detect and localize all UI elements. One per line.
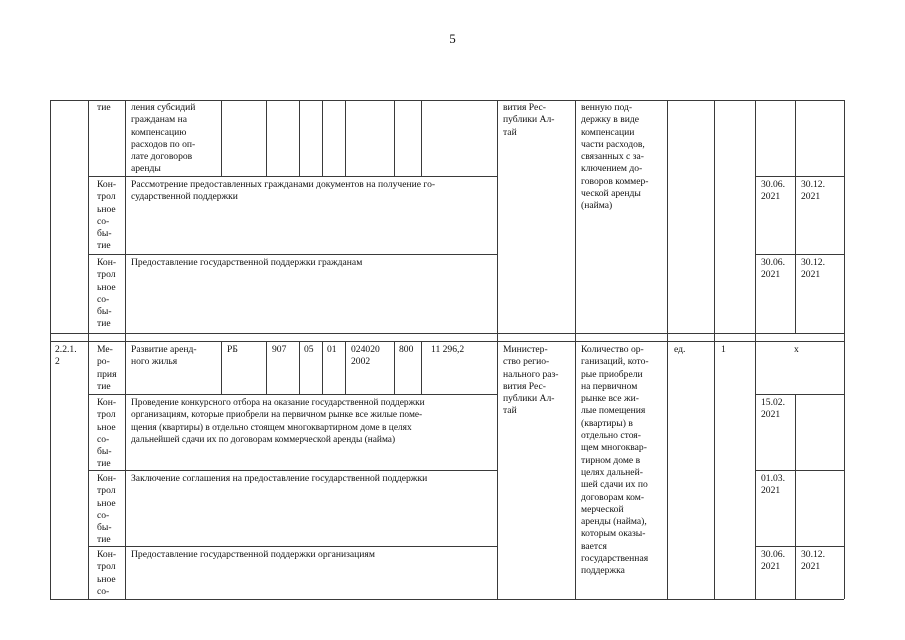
col-line [266, 100, 267, 176]
col-line [221, 341, 222, 394]
row-line [50, 341, 844, 342]
row-type-cell: тие [97, 102, 111, 113]
col-line [50, 100, 51, 599]
row-name-cell: Рассмотрение предоставленных гражданами документов на получение го- сударственной поддержки [131, 179, 436, 203]
row-line [755, 176, 844, 177]
row-line [88, 176, 497, 177]
col-line [575, 100, 576, 599]
page-number: 5 [449, 31, 456, 46]
col-line [755, 100, 756, 599]
row-type-cell: Кон- трол ьное со- бы- тие [97, 473, 117, 546]
col-line [345, 100, 346, 176]
col-line [497, 100, 498, 599]
code-rz-cell: 05 [304, 344, 314, 355]
row-start-date: 30.06. 2021 [761, 549, 785, 573]
row-indicator-cell: Количество ор- ганизаций, кото- рые приобрели на первичном рынке все жи- лые помещения (квартиры) в отдельно стоя- щем многоквар- тирном доме в целях дальней- шей сдачи их по договорам ком- мерческой аренды (найма), которым оказы- вается государственная поддержка [581, 344, 649, 577]
col-line [795, 100, 796, 333]
col-line [345, 341, 346, 394]
row-start-date: 30.06. 2021 [761, 179, 785, 203]
row-line [50, 100, 844, 101]
row-end-date: 30.12. 2021 [801, 257, 825, 281]
col-line [221, 100, 222, 176]
row-start-date: 30.06. 2021 [761, 257, 785, 281]
col-line [667, 100, 668, 599]
row-line [755, 254, 844, 255]
col-line [795, 546, 796, 599]
amount-cell: 11 296,2 [431, 344, 465, 355]
row-start-date: 01.03. 2021 [761, 473, 785, 497]
col-line [421, 100, 422, 176]
not-applicable-mark: х [794, 344, 799, 355]
row-name-cell: Предоставление государственной поддержки гражданам [131, 257, 363, 268]
code-csr-cell: 024020 2002 [351, 344, 380, 368]
row-name-cell: Проведение конкурсного отбора на оказание государственной поддержки организациям, которые приобрели на первичном рынке все жилые поме- щения (квартиры) в отдельно стоящем многоквартирном доме в целях дальнейшей сдачи их по договорам коммерческой аренды (найма) [131, 398, 425, 445]
row-line [88, 254, 497, 255]
col-line [714, 100, 715, 599]
col-line [125, 100, 126, 599]
code-vr-cell: 800 [399, 344, 414, 355]
row-indicator-cell: венную под- держку в виде компенсации части расходов, связанных с за- ключением до- говоров коммер- ческой аренды (найма) [581, 102, 649, 212]
col-line [421, 341, 422, 394]
row-type-cell: Ме- ро- прия тие [97, 344, 117, 392]
col-line [394, 341, 395, 394]
row-end-date: 30.12. 2021 [801, 179, 825, 203]
row-name-cell: ления субсидий гражданам на компенсацию расходов по оп- лате договоров аренды [131, 102, 196, 175]
col-line [299, 341, 300, 394]
row-start-date: 15.02. 2021 [761, 397, 785, 421]
row-name-cell: Заключение соглашения на предоставление государственной поддержки [131, 473, 428, 484]
value-cell: 1 [721, 344, 726, 355]
row-type-cell: Кон- трол ьное со- бы- тие [97, 179, 117, 252]
row-line [50, 599, 844, 600]
code-pr-cell: 01 [327, 344, 337, 355]
col-line [322, 100, 323, 176]
row-line [50, 333, 844, 334]
row-executor-cell: вития Рес- публики Ал- тай [503, 102, 555, 138]
col-line [844, 100, 845, 599]
col-line [299, 100, 300, 176]
col-line [795, 394, 796, 546]
row-line [755, 546, 844, 547]
row-type-cell: Кон- трол ьное со- бы- тие [97, 397, 117, 470]
row-type-cell: Кон- трол ьное со- [97, 549, 117, 597]
row-line [755, 394, 844, 395]
col-line [88, 100, 89, 599]
row-name-cell: Развитие аренд- ного жилья [131, 344, 197, 368]
col-line [394, 100, 395, 176]
row-type-cell: Кон- трол ьное со- бы- тие [97, 257, 117, 330]
row-line [755, 470, 844, 471]
row-end-date: 30.12. 2021 [801, 549, 825, 573]
unit-cell: ед. [674, 344, 686, 355]
row-line [88, 394, 497, 395]
row-number-cell: 2.2.1. 2 [55, 344, 77, 368]
col-line [266, 341, 267, 394]
col-line [322, 341, 323, 394]
row-name-cell: Предоставление государственной поддержки организациям [131, 549, 375, 560]
row-line [88, 470, 497, 471]
row-line [88, 546, 497, 547]
budget-cell: РБ [227, 344, 238, 355]
row-executor-cell: Министер- ство регио- нального раз- вития Рес- публики Ал- тай [503, 344, 559, 417]
code-grbs-cell: 907 [272, 344, 287, 355]
